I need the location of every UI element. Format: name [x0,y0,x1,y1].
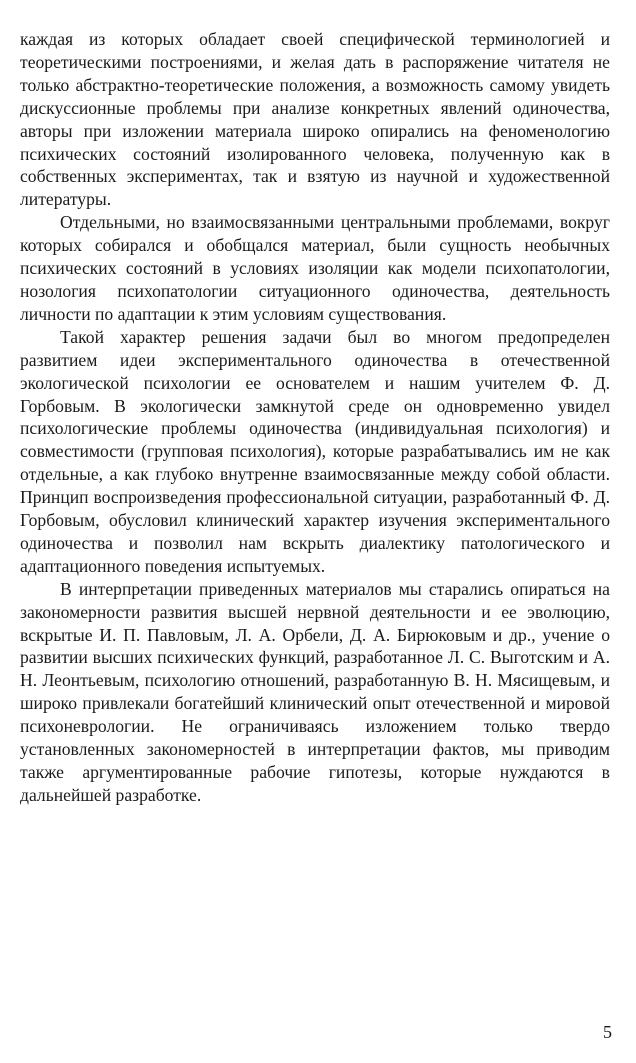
page-number: 5 [603,1022,612,1042]
paragraph-continued: каждая из которых обладает своей специфической терминологией и теоретическими построениями, и желая дать в распоряжение читателя не только абстрактно-теоретические положения, а возможность самому увидеть дискуссионные проблемы при анализе конкретных явлений одиночества, авторы при изложении материала широко опирались на феноменологию психических состояний изолированного человека, полученную как в собственных экспериментах, так и взятую из научной и художественной литературы. [20,29,610,210]
paragraph-central-problems: Отдельными, но взаимосвязанными центральными проблемами, вокруг которых собирался и обобщался материал, были сущность необычных психических состояний в условиях изоляции как модели психопатологии, нозология психопатологии ситуационного одиночества, деятельность личности по адаптации к этим условиям существования. [20,212,610,324]
paragraph-gorbov: Такой характер решения задачи был во многом предопределен развитием идеи экспериментального одиночества в отечественной экологической психологии ее основателем и нашим учителем Ф. Д. Горбовым. В экологически замкнутой среде он одновременно увидел психологические проблемы одиночества (индивидуальная психология) и совместимости (групповая психология), которые разрабатывались им не как отдельные, а как глубоко внутренне взаимосвязанные между собой области. Принцип воспроизведения профессиональной ситуации, разработанный Ф. Д. Горбовым, обусловил клинический характер изучения экспериментального одиночества и позволил нам вскрыть диалектику патологического и адаптационного поведения испытуемых. [20,326,610,576]
page-body [20,28,610,807]
paragraph-interpretation: В интерпретации приведенных материалов мы старались опираться на закономерности развития высшей нервной деятельности и ее эволюцию, вскрытые И. П. Павловым, Л. А. Орбели, Д. А. Бирюковым и др., учение о развитии высших психических функций, разработанное Л. С. Выготским и А. Н. Леонтьевым, психологию отношений, разработанную В. Н. Мясищевым, и широко привлекали богатейший клинический опыт отечественной и мировой психоневрологии. Не ограничиваясь изложением только твердо установленных закономерностей в интерпретации фактов, мы приводим также аргументированные рабочие гипотезы, которые нуждаются в дальнейшей разработке. [20,578,610,805]
